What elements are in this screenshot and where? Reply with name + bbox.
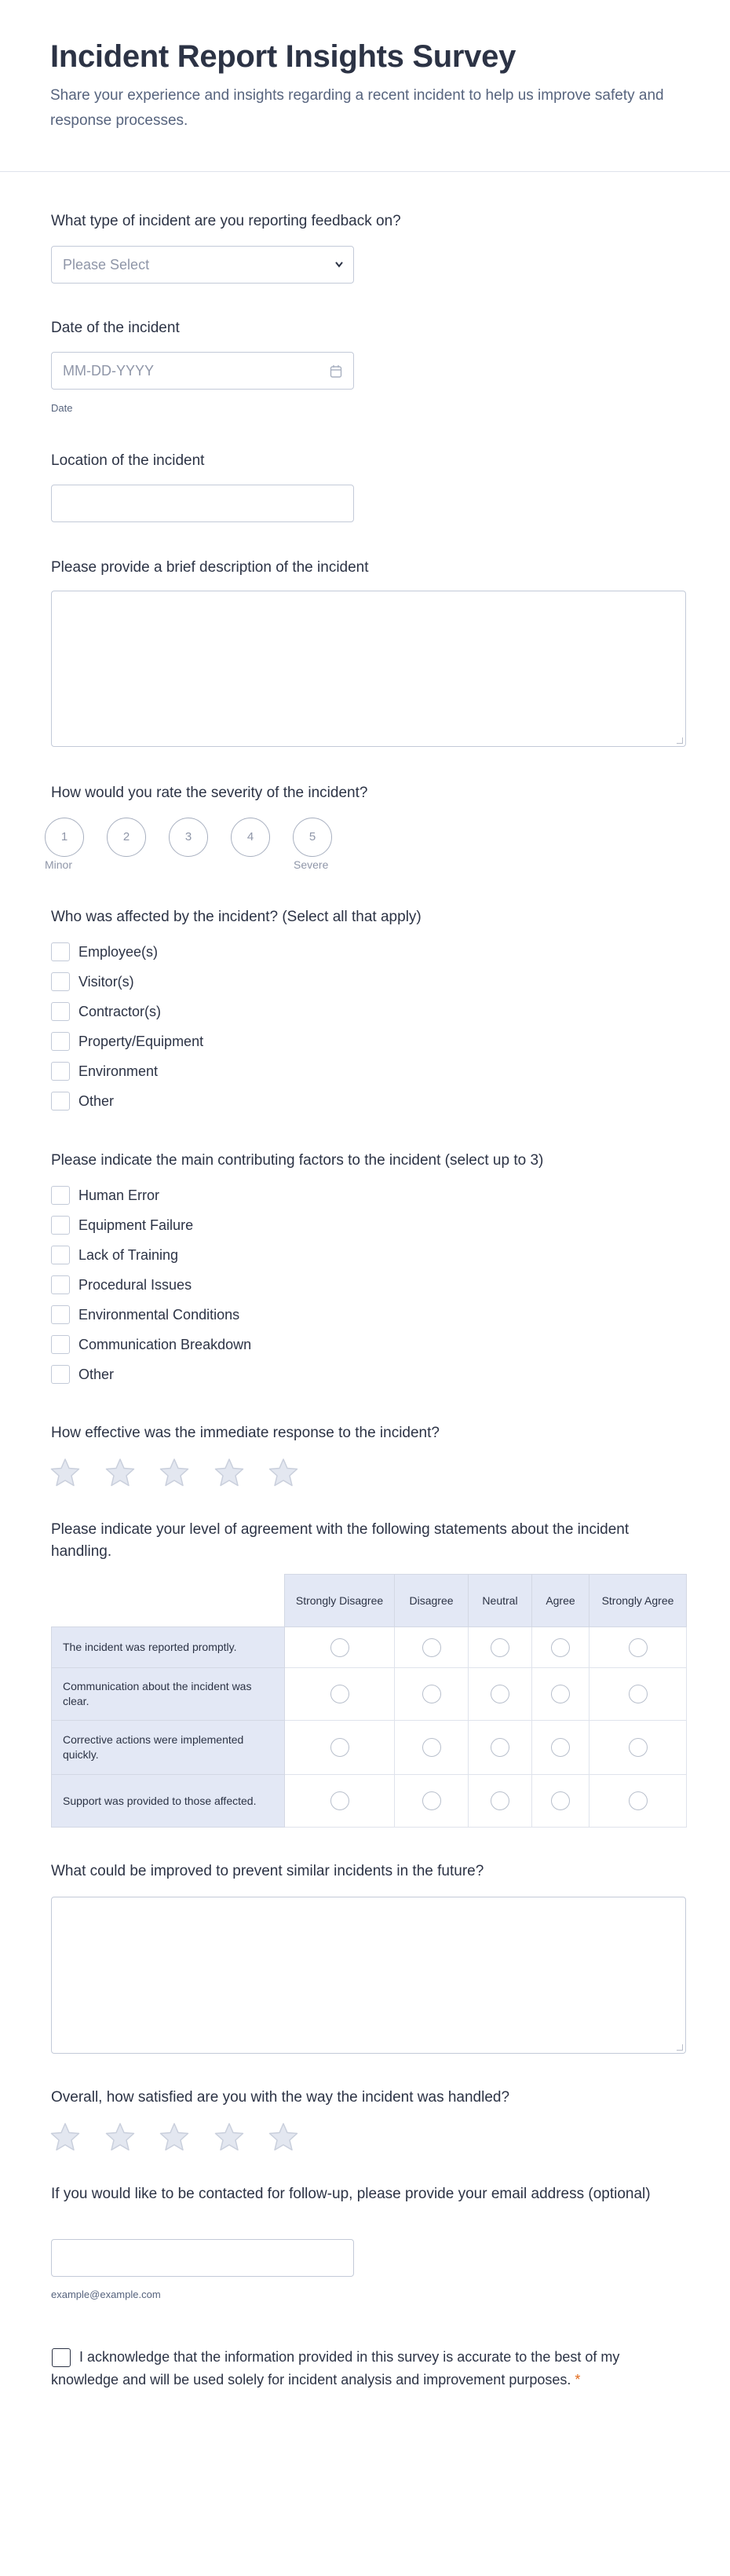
matrix-radio-r1-c1[interactable] [422,1685,441,1703]
severity-option-3[interactable]: 3 [169,818,208,857]
matrix-radio-r2-c0[interactable] [330,1738,349,1757]
checkbox-label: Contractor(s) [78,1004,162,1019]
matrix-cell [395,1775,469,1828]
checkbox-q7-1[interactable] [51,1216,70,1235]
matrix-cell [589,1668,687,1721]
matrix-column-header: Disagree [395,1575,469,1627]
checkbox-label: Communication Breakdown [78,1337,252,1352]
matrix-radio-r3-c1[interactable] [422,1791,441,1810]
acknowledge-label: I acknowledge that the information provided in this survey is accurate to the best of my knowledge and will be used solely for incident analysis and improvement purposes. [51,2349,620,2388]
matrix-cell [532,1721,589,1775]
checkbox-q6-2[interactable] [51,1002,70,1021]
matrix-radio-r2-c4[interactable] [629,1738,648,1757]
matrix-cell [285,1668,395,1721]
checkbox-label: Other [78,1367,115,1382]
matrix-radio-r0-c4[interactable] [629,1638,648,1657]
matrix-cell [395,1721,469,1775]
q8-label: How effective was the immediate response to the incident? [51,1425,440,1441]
severity-min-label: Minor [45,858,73,871]
checkbox-q7-0[interactable] [51,1186,70,1205]
date-placeholder: MM-DD-YYYY [63,363,154,379]
header-divider [0,171,730,172]
severity-option-5[interactable]: 5 [293,818,332,857]
matrix-radio-r3-c0[interactable] [330,1791,349,1810]
matrix-cell [469,1721,532,1775]
matrix-row-label: Corrective actions were implemented quickly. [52,1721,285,1775]
checkbox-label: Other [78,1093,115,1109]
checkbox-label: Property/Equipment [78,1034,204,1049]
select-placeholder: Please Select [63,257,150,273]
checkbox-q6-1[interactable] [51,972,70,991]
star-icon[interactable] [49,1457,81,1488]
matrix-row [52,1668,687,1721]
matrix-row [52,1627,687,1668]
matrix-cell [285,1627,395,1668]
matrix-cell [589,1775,687,1828]
star-icon[interactable] [214,2121,245,2153]
checkbox-label: Procedural Issues [78,1277,192,1293]
calendar-icon[interactable] [330,364,342,379]
q12-label: If you would like to be contacted for follow-up, please provide your email address (optional) [51,2186,651,2202]
matrix-column-header: Neutral [469,1575,532,1627]
matrix-row-label: Communication about the incident was clear. [52,1668,285,1721]
q5-label: How would you rate the severity of the incident? [51,785,368,801]
matrix-cell [469,1627,532,1668]
email-sublabel: example@example.com [51,2289,161,2300]
star-icon[interactable] [268,1457,299,1488]
matrix-cell [532,1775,589,1828]
matrix-radio-r1-c4[interactable] [629,1685,648,1703]
star-icon[interactable] [214,1457,245,1488]
checkbox-label: Lack of Training [78,1247,179,1263]
matrix-row [52,1721,687,1775]
q6-label: Who was affected by the incident? (Select all that apply) [51,909,422,925]
matrix-row-label: Support was provided to those affected. [52,1775,285,1828]
matrix-radio-r0-c3[interactable] [551,1638,570,1657]
checkbox-label: Visitor(s) [78,974,134,990]
matrix-cell [285,1775,395,1828]
star-icon[interactable] [159,1457,190,1488]
resize-handle[interactable] [677,737,683,744]
date-sublabel: Date [51,402,73,414]
matrix-cell [469,1775,532,1828]
severity-max-label: Severe [294,858,329,871]
q7-label: Please indicate the main contributing factors to the incident (select up to 3) [51,1152,544,1169]
matrix-radio-r1-c2[interactable] [491,1685,509,1703]
resize-handle[interactable] [677,2044,683,2051]
improvement-textarea[interactable] [51,1897,686,2054]
severity-option-1[interactable]: 1 [45,818,84,857]
matrix-radio-r1-c0[interactable] [330,1685,349,1703]
matrix-cell [532,1627,589,1668]
star-icon[interactable] [104,1457,136,1488]
matrix-cell [469,1668,532,1721]
matrix-radio-r2-c2[interactable] [491,1738,509,1757]
matrix-cell [285,1721,395,1775]
page-subtitle: Share your experience and insights regarding a recent incident to help us improve safety and response processes. [50,87,664,129]
checkbox-q6-0[interactable] [51,942,70,961]
incident-type-select[interactable] [51,246,354,284]
star-icon[interactable] [268,2121,299,2153]
severity-option-2[interactable]: 2 [107,818,146,857]
matrix-row [52,1775,687,1828]
star-icon[interactable] [159,2121,190,2153]
matrix-radio-r2-c3[interactable] [551,1738,570,1757]
matrix-column-header: Strongly Disagree [285,1575,395,1627]
chevron-down-icon [334,261,344,269]
checkbox-q7-4[interactable] [51,1305,70,1324]
matrix-cell [589,1721,687,1775]
matrix-radio-r0-c0[interactable] [330,1638,349,1657]
matrix-cell [395,1627,469,1668]
checkbox-label: Environmental Conditions [78,1307,240,1323]
q10-label: What could be improved to prevent similar incidents in the future? [51,1863,484,1879]
q9-label: Please indicate your level of agreement with the following statements about the incident handling. [51,1521,630,1560]
severity-option-4[interactable]: 4 [231,818,270,857]
matrix-radio-r3-c3[interactable] [551,1791,570,1810]
matrix-radio-r2-c1[interactable] [422,1738,441,1757]
checkbox-label: Employee(s) [78,944,159,960]
checkbox-label: Environment [78,1063,159,1079]
star-icon[interactable] [49,2121,81,2153]
checkbox-q7-6[interactable] [51,1365,70,1384]
matrix-cell [395,1668,469,1721]
checkbox-q6-3[interactable] [51,1032,70,1051]
location-input[interactable] [51,485,354,522]
matrix-radio-r0-c2[interactable] [491,1638,509,1657]
q11-label: Overall, how satisfied are you with the way the incident was handled? [51,2089,510,2106]
checkbox-label: Human Error [78,1187,160,1203]
date-input[interactable] [51,352,354,390]
matrix-column-header: Strongly Agree [589,1575,687,1627]
matrix-cell [589,1627,687,1668]
checkbox-q7-2[interactable] [51,1246,70,1264]
q3-label: Location of the incident [51,452,205,469]
matrix-radio-r1-c3[interactable] [551,1685,570,1703]
agreement-matrix [51,1574,687,1828]
matrix-corner [52,1575,285,1627]
q4-label: Please provide a brief description of the incident [51,559,369,576]
matrix-column-header: Agree [532,1575,589,1627]
matrix-radio-r3-c4[interactable] [629,1791,648,1810]
checkbox-q7-3[interactable] [51,1275,70,1294]
matrix-cell [532,1668,589,1721]
page-title: Incident Report Insights Survey [50,39,516,74]
checkbox-q6-5[interactable] [51,1092,70,1111]
checkbox-q7-5[interactable] [51,1335,70,1354]
checkbox-q6-4[interactable] [51,1062,70,1081]
q2-label: Date of the incident [51,320,180,336]
description-textarea[interactable] [51,591,686,747]
checkbox-label: Equipment Failure [78,1217,194,1233]
email-input[interactable] [51,2239,354,2277]
star-icon[interactable] [104,2121,136,2153]
q1-label: What type of incident are you reporting feedback on? [51,213,401,229]
matrix-row-label: The incident was reported promptly. [52,1627,285,1668]
matrix-radio-r0-c1[interactable] [422,1638,441,1657]
required-asterisk: * [575,2372,581,2388]
matrix-radio-r3-c2[interactable] [491,1791,509,1810]
acknowledge-text [51,2346,648,2391]
